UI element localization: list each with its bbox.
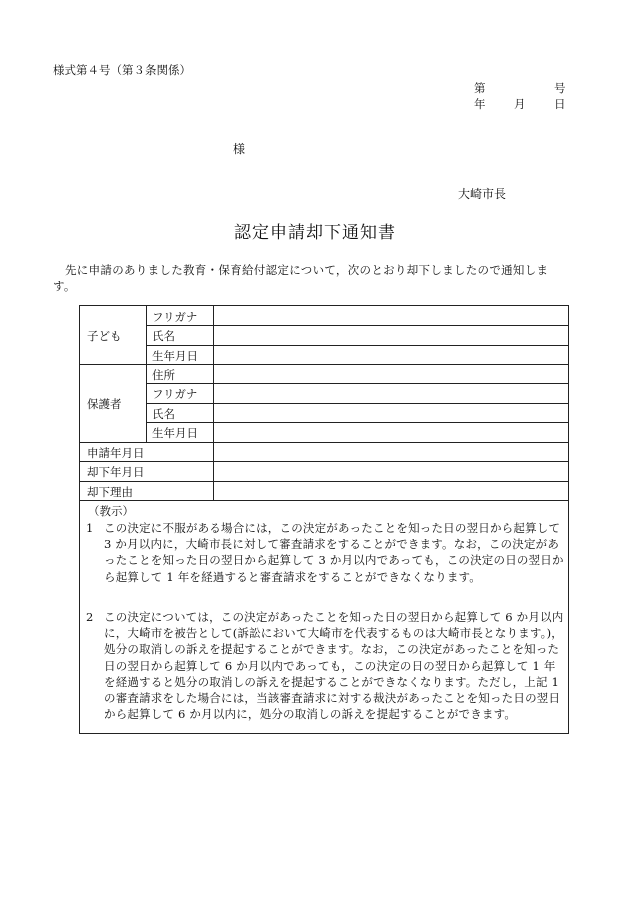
- row-divider: [146, 422, 569, 423]
- notice-item-text: この決定については，この決定があったことを知った日の翌日から起算して 6 か月以内に，大崎市を被告として(訴訟において大崎市を代表するものは大崎市長となります。)，処分の取消しの訴えを提起することができます。なお，この決定があったことを知った日の翌日から起算して 6 か月以内であっても，この決定の日の翌日から起算して 1 年を経過すると処分の取消しの訴えを提起することができなくなります。ただし，上記 1 の審査請求をした場合には，当該審査請求に対する裁決があったことを知った日の翌日から起算して 6 か月以内に，処分の取消しの訴えを提起することができます。: [104, 610, 564, 722]
- form-table: [79, 305, 569, 734]
- child-name-label: 氏名: [152, 329, 175, 343]
- form-number: 様式第４号（第３条関係）: [53, 63, 191, 77]
- row-divider: [80, 500, 569, 501]
- notice-item-1: [86, 520, 564, 585]
- issuer-name: 大崎市長: [458, 187, 507, 201]
- issue-date-year: 年: [474, 97, 486, 111]
- row-divider: [80, 442, 569, 443]
- row-divider: [80, 461, 569, 462]
- application-date-label: 申請年月日: [87, 446, 145, 460]
- column-divider: [146, 306, 147, 442]
- guardian-furigana-label: フリガナ: [152, 387, 198, 401]
- issue-date-day: 日: [554, 97, 566, 111]
- guardian-name-label: 氏名: [152, 407, 175, 421]
- recipient-honorific: 様: [233, 142, 246, 156]
- notice-item-number: 2: [86, 610, 94, 624]
- child-furigana-label: フリガナ: [152, 310, 198, 324]
- row-divider: [80, 364, 569, 365]
- child-birthdate-label: 生年月日: [152, 349, 198, 363]
- row-divider: [146, 325, 569, 326]
- intro-paragraph: 先に申請のありました教育・保育給付認定について，次のとおり却下しましたので通知します。: [53, 263, 549, 293]
- row-divider: [80, 481, 569, 482]
- guardian-group-label: 保護者: [87, 397, 122, 411]
- row-divider: [146, 383, 569, 384]
- rejection-reason-label: 却下理由: [87, 485, 133, 499]
- issue-date-month: 月: [514, 97, 526, 111]
- notice-item-2: [86, 609, 564, 722]
- notice-item-number: 1: [86, 521, 94, 535]
- notice-heading: （教示）: [88, 504, 134, 518]
- row-divider: [146, 403, 569, 404]
- column-divider: [213, 306, 214, 500]
- notice-item-text: この決定に不服がある場合には，この決定があったことを知った日の翌日から起算して 3 か月以内に，大崎市長に対して審査請求をすることができます。なお，この決定があったことを知った日の翌日から起算して 3 か月以内であっても，この決定の日の翌日から起算して 1 年を経過すると審査請求をすることができなくなります。: [104, 521, 564, 584]
- child-group-label: 子ども: [87, 329, 122, 343]
- guardian-birthdate-label: 生年月日: [152, 426, 198, 440]
- document-title: 認定申請却下通知書: [234, 223, 396, 243]
- rejection-date-label: 却下年月日: [87, 465, 145, 479]
- guardian-address-label: 住所: [152, 368, 175, 382]
- row-divider: [146, 345, 569, 346]
- issue-number-prefix: 第: [474, 81, 486, 95]
- issue-number-suffix: 号: [554, 81, 566, 95]
